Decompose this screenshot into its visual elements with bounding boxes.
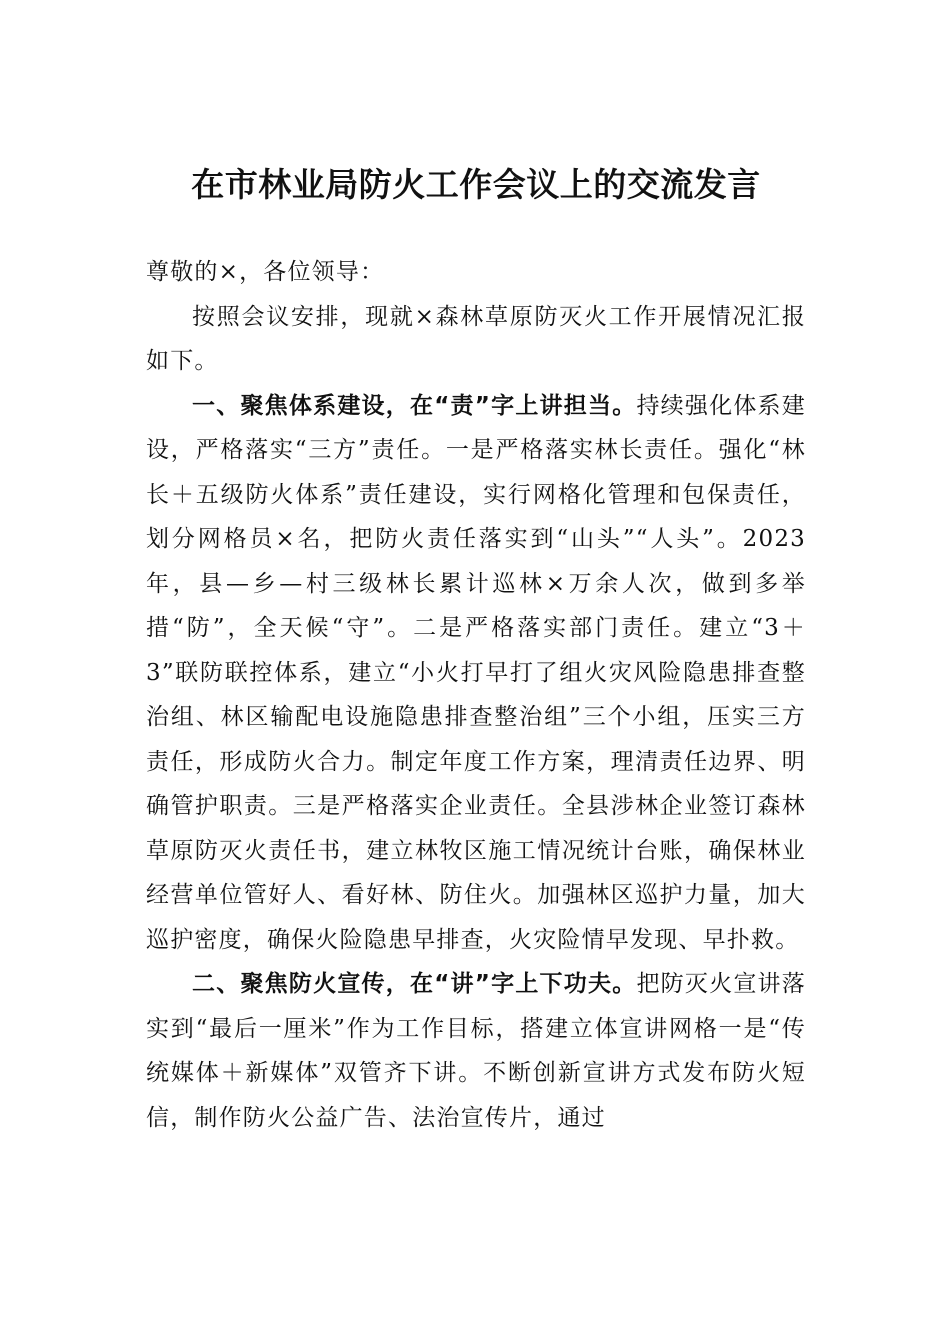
document-title: 在市林业局防火工作会议上的交流发言 (191, 165, 761, 204)
section-1-paragraph (146, 384, 806, 963)
section-1-body: 持续强化体系建设，严格落实“三方”责任。一是严格落实林长责任。强化“林长＋五级防火体系”责任建设，实行网格化管理和包保责任，划分网格员×名，把防火责任落实到“山头”“人头”。2023年，县—乡—村三级林长累计巡林×万余人次，做到多举措“防”，全天候“守”。二是严格落实部门责任。建立“3＋3”联防联控体系，建立“小火打早打了组火灾风险隐患排查整治组、林区输配电设施隐患排查整治组”三个小组，压实三方责任，形成防火合力。制定年度工作方案，理清责任边界、明确管护职责。三是严格落实企业责任。全县涉林企业签订森林草原防灭火责任书，建立林牧区施工情况统计台账，确保林业经营单位管好人、看好林、防住火。加强林区巡护力量，加大巡护密度，确保火险隐患早排查，火灾险情早发现、早扑救。 (146, 392, 806, 953)
section-2-body: 把防灭火宣讲落实到“最后一厘米”作为工作目标，搭建立体宣讲网格一是“传统媒体＋新媒体”双管齐下讲。不断创新宣讲方式发布防火短信，制作防火公益广告、法治宣传片，通过 (146, 971, 806, 1131)
intro-paragraph: 按照会议安排，现就×森林草原防灭火工作开展情况汇报如下。 (146, 303, 806, 374)
section-2-paragraph (146, 962, 806, 1140)
salutation: 尊敬的×，各位领导： (146, 259, 385, 285)
document-page (146, 160, 806, 1140)
section-2-heading: 二、聚焦防火宣传，在“讲”字上下功夫。 (192, 971, 637, 997)
section-1-heading: 一、聚焦体系建设，在“责”字上讲担当。 (192, 392, 637, 419)
